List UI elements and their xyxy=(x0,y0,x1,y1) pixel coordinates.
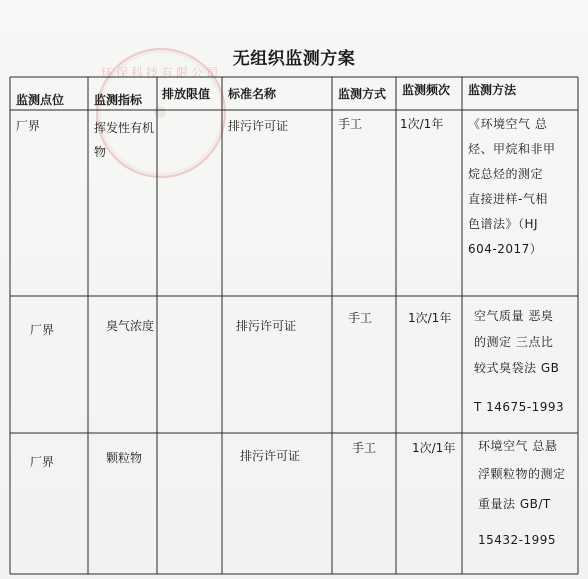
row-2-mode: 手工 xyxy=(348,311,373,325)
row-1-method-line-1: 《环境空气 总 xyxy=(468,117,548,131)
row-3-frequency: 1次/1年 xyxy=(412,441,456,455)
row-1-frequency: 1次/1年 xyxy=(400,117,444,131)
header-mode: 监测方式 xyxy=(338,87,387,101)
header-standard: 标准名称 xyxy=(228,87,277,101)
row-3-standard: 排污许可证 xyxy=(240,449,301,463)
header-limit: 排放限值 xyxy=(162,87,211,101)
row-2-method-line-1: 空气质量 恶臭 xyxy=(474,309,554,323)
header-frequency: 监测频次 xyxy=(402,83,451,97)
row-1-method-line-2: 烃、甲烷和非甲 xyxy=(468,142,556,156)
row-3-method-line-2: 浮颗粒物的测定 xyxy=(478,467,566,481)
row-1-point: 厂界 xyxy=(16,119,41,133)
header-indicator: 监测指标 xyxy=(94,93,143,107)
page-title: 无组织监测方案 xyxy=(232,49,356,69)
row-3-method-line-4: 15432-1995 xyxy=(478,533,557,547)
row-2-method-line-2: 的测定 三点比 xyxy=(474,335,554,349)
row-3-method-line-3: 重量法 GB/T xyxy=(478,497,551,511)
row-2-method-line-3: 较式臭袋法 GB xyxy=(474,361,560,375)
row-3-point: 厂界 xyxy=(30,455,55,469)
row-1-mode: 手工 xyxy=(338,117,363,131)
header-point: 监测点位 xyxy=(16,93,65,107)
row-1-method-line-4: 直接进样-气相 xyxy=(468,192,548,206)
row-1-method-line-3: 烷总烃的测定 xyxy=(468,167,544,181)
row-3-method-line-1: 环境空气 总悬 xyxy=(478,439,558,453)
row-1-method-line-6: 604-2017） xyxy=(468,242,543,256)
row-3-mode: 手工 xyxy=(352,441,377,455)
row-2-point: 厂界 xyxy=(30,323,55,337)
row-2-method-line-4: T 14675-1993 xyxy=(474,400,565,414)
seal-text: 环保科技有限公司 xyxy=(100,66,221,80)
row-1-indicator-line-2: 物 xyxy=(94,145,107,159)
row-1-standard: 排污许可证 xyxy=(228,119,289,133)
row-1-indicator-line-1: 挥发性有机 xyxy=(94,121,155,135)
row-2-indicator: 臭气浓度 xyxy=(106,319,155,333)
row-1-method-line-5: 色谱法》（HJ xyxy=(468,217,539,231)
row-3-indicator: 颗粒物 xyxy=(106,451,143,465)
row-2-standard: 排污许可证 xyxy=(236,319,297,333)
header-method: 监测方法 xyxy=(468,83,517,97)
row-2-frequency: 1次/1年 xyxy=(408,311,452,325)
